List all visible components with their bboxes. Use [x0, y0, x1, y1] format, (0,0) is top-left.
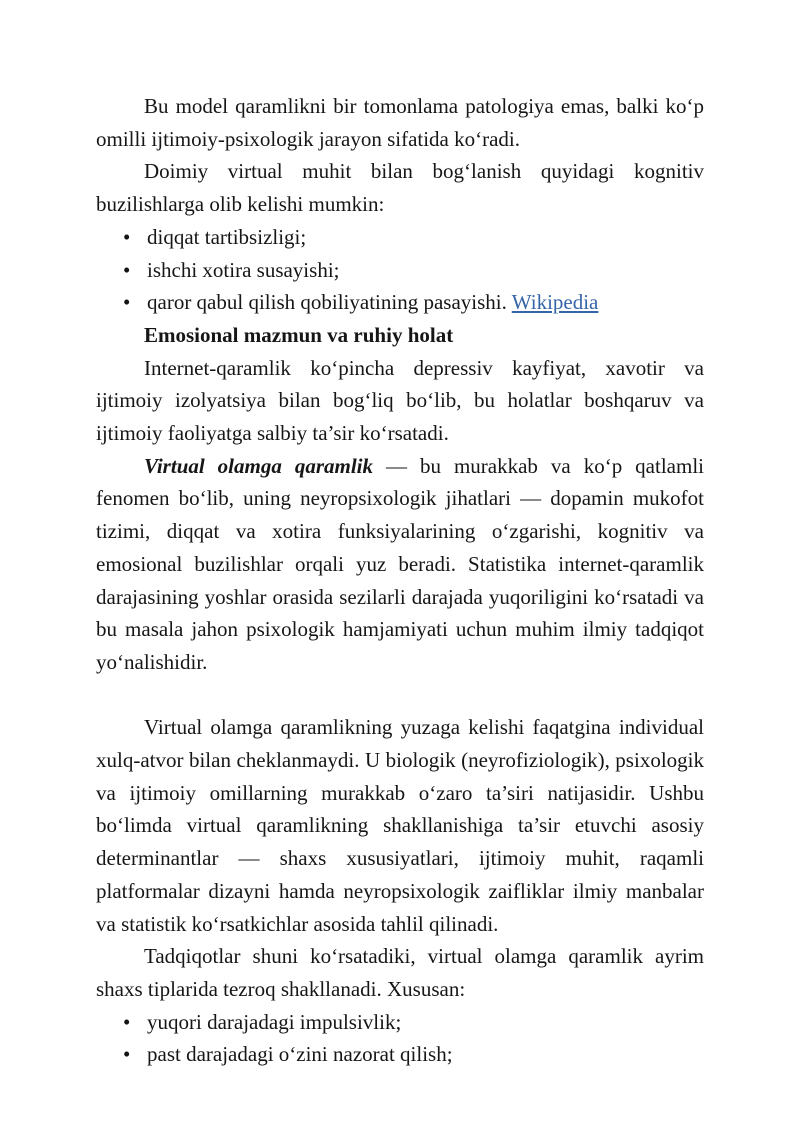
paragraph-internet-addiction [96, 352, 704, 450]
list-item-text: qaror qabul qilish qobiliyatining pasayishi. [147, 290, 512, 315]
paragraph-research [96, 940, 704, 1005]
list-item-text: ishchi xotira susayishi; [147, 257, 340, 282]
section-heading-emotional [96, 319, 704, 352]
bullet-icon: • [123, 257, 131, 282]
bullet-icon: • [123, 1009, 131, 1034]
paragraph-text: Doimiy virtual muhit bilan bog‘lanish quyidagi kognitiv buzilishlarga olib kelishi mumkin: [96, 159, 704, 217]
list-item-attention [96, 221, 704, 254]
paragraph-text: Tadqiqotlar shuni ko‘rsatadiki, virtual olamga qaramlik ayrim shaxs tiplarida tezroq shakllanadi. Xususan: [96, 944, 704, 1001]
bullet-icon: • [123, 224, 131, 249]
paragraph-text: Internet-qaramlik ko‘pincha depressiv kayfiyat, xavotir va ijtimoiy izolyatsiya bilan bog‘liq bo‘lib, bu holatlar boshqaruv va ijtimoiy faoliyatga salbiy ta’sir ko‘rsatadi. [96, 355, 704, 446]
heading-text: Emosional mazmun va ruhiy holat [144, 322, 454, 347]
list-item-decision [96, 286, 704, 319]
list-item-text: yuqori darajadagi impulsivlik; [147, 1009, 402, 1034]
list-item-self-control [96, 1038, 704, 1071]
blank-line [96, 679, 704, 712]
bullet-icon: • [123, 1042, 131, 1067]
paragraph-model [96, 90, 704, 155]
paragraph-text: — bu murakkab va ko‘p qatlamli fenomen bo‘lib, uning neyropsixologik jihatlari — dopamin mukofot tizimi, diqqat va xotira funksiyalarining o‘zgarishi, kognitiv va emosional buzilishlar orqali yuz beradi. Statistika internet-qaramlik darajasining yoshlar orasida sezilarli darajada yuqoriligini ko‘rsatadi va bu masala jahon psixologik hamjamiyati uchun muhim ilmiy tadqiqot yo‘nalishidir. [96, 453, 704, 674]
paragraph-virtual-definition [96, 450, 704, 679]
paragraph-text: Virtual olamga qaramlikning yuzaga kelishi faqatgina individual xulq-atvor bilan cheklanmaydi. U biologik (neyrofiziologik), psixologik va ijtimoiy omillarning murakkab o‘zaro ta’siri natijasidir. Ushbu bo‘limda virtual qaramlikning shakllanishiga ta’sir etuvchi asosiy determinantlar — shaxs xususiyatlari, ijtimoiy muhit, raqamli platformalar dizayni hamda neyropsixologik zaifliklar ilmiy manbalar va statistik ko‘rsatkichlar asosida tahlil qilinadi. [96, 715, 704, 936]
paragraph-determinants [96, 711, 704, 940]
paragraph-cognitive-intro [96, 155, 704, 220]
wikipedia-link[interactable]: Wikipedia [511, 290, 599, 315]
list-item-memory [96, 254, 704, 287]
paragraph-text: Bu model qaramlikni bir tomonlama patologiya emas, balki ko‘p omilli ijtimoiy-psixologik jarayon sifatida ko‘radi. [96, 94, 704, 151]
list-item-text: past darajadagi o‘zini nazorat qilish; [147, 1042, 453, 1067]
list-item-impulsivity [96, 1006, 704, 1039]
paragraph-lead-text: Virtual olamga qaramlik [144, 453, 374, 478]
bullet-icon: • [123, 290, 131, 315]
list-item-text: diqqat tartibsizligi; [147, 224, 307, 249]
